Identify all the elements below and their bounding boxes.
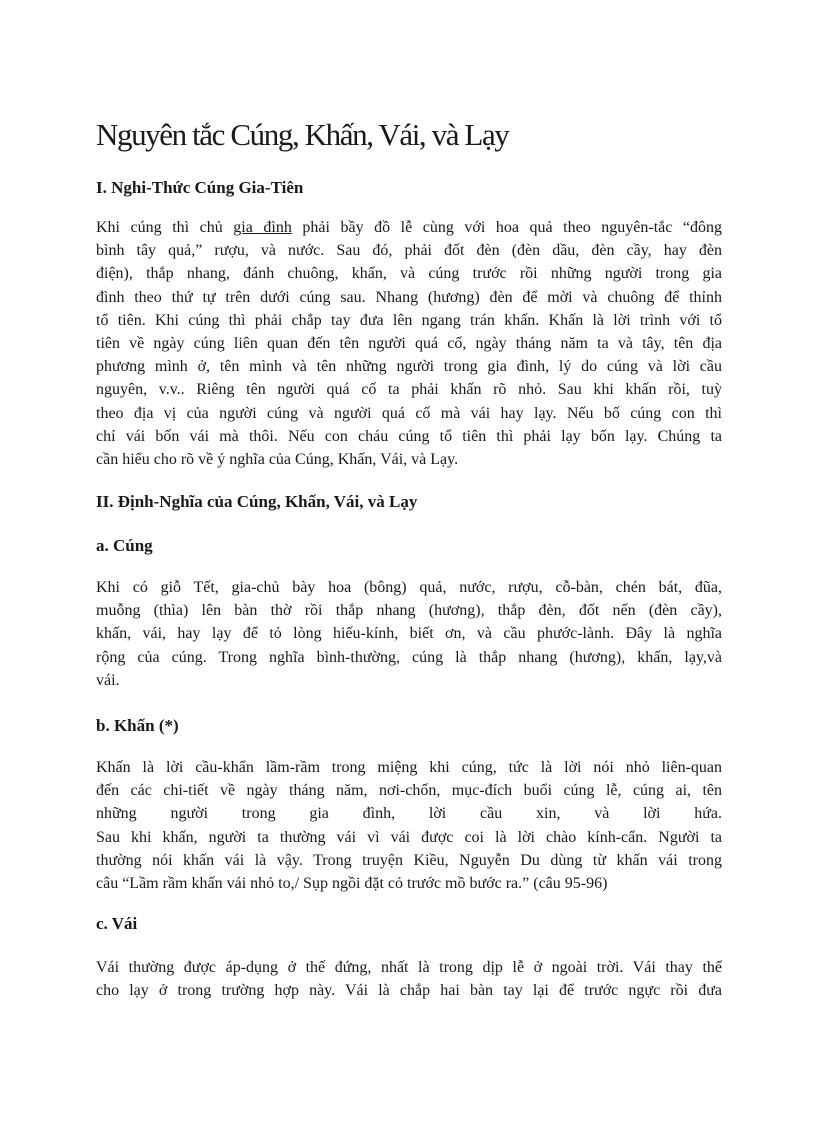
paragraph-line: Khi cúng thì chủ gia đình phải bầy đồ lễ cùng với hoa quả theo nguyên-tắc “đông (96, 219, 722, 236)
paragraph-line: bình tây quả,” rượu, và nước. Sau đó, phải đốt đèn (đèn dầu, đèn cầy, hay đèn (96, 242, 722, 260)
paragraph-line: Sau khi khấn, người ta thường vái vì vái được coi là lời chào kính-cẩn. Người ta (96, 828, 722, 846)
section-heading-dinh-nghia: II. Định-Nghĩa của Cúng, Khấn, Vái, và Lạy (96, 492, 418, 511)
paragraph-line: chỉ vái bốn vái mà thôi. Nếu con cháu cúng tổ tiên thì phải lạy bốn lạy. Chúng ta (96, 427, 722, 445)
section-heading-nghi-thuc: I. Nghi-Thức Cúng Gia-Tiên (96, 178, 304, 197)
paragraph-line: Vái thường được áp-dụng ở thế đứng, nhất là trong dịp lễ ở ngoài trời. Vái thay thế (96, 959, 722, 976)
paragraph-line: cần hiểu cho rõ về ý nghĩa của Cúng, Khấn, Vái, và Lạy. (96, 450, 459, 468)
paragraph-line: cho lạy ở trong trường hợp này. Vái là chắp hai bàn tay lại để trước ngực rồi đưa (96, 982, 722, 1000)
paragraph-line: Khấn là lời cầu-khẩn lầm-rầm trong miệng khi cúng, tức là lời nói nhỏ liên-quan (96, 759, 722, 776)
subheading-khan: b. Khấn (*) (96, 716, 179, 735)
paragraph-line: tiên về ngày cúng liên quan đến tên người quá cố, ngày tháng năm ta và tây, tên địa (96, 334, 722, 352)
paragraph-line: thường nói khấn vái là vậy. Trong truyện Kiều, Nguyễn Du dùng từ khấn vái trong (96, 851, 722, 869)
paragraph-line: phương mình ở, tên mình và tên những người trong gia đình, lý do cúng và lời cầu (96, 358, 722, 376)
paragraph-line: Khi có giỗ Tết, gia-chủ bày hoa (bông) quả, nước, rượu, cỗ-bàn, chén bát, đũa, (96, 579, 722, 596)
paragraph-line: đình theo thứ tự trên dưới cúng sau. Nhang (hương) đèn để mời và chuông để thỉnh (96, 288, 722, 306)
paragraph-line: rộng của cúng. Trong nghĩa bình-thường, cúng là thắp nhang (hương), khấn, lạy,và (96, 648, 722, 666)
paragraph-line: đến các chi-tiết về ngày tháng năm, nơi-chốn, mục-đích buổi cúng lễ, cúng ai, tên (96, 782, 722, 800)
paragraph-khan (96, 756, 722, 895)
paragraph-line: điện), thắp nhang, đánh chuông, khấn, và cúng trước rồi những người trong gia (96, 265, 722, 283)
paragraph-nghi-thuc (96, 216, 722, 471)
page-title: Nguyên tắc Cúng, Khấn, Vái, và Lạy (96, 117, 509, 152)
paragraph-cung (96, 576, 722, 692)
paragraph-vai (96, 956, 722, 1002)
paragraph-line: vái. (96, 671, 120, 689)
gia-dinh-link[interactable]: gia đình (233, 219, 292, 236)
paragraph-line: nguyên, v.v.. Riêng tên người quá cố ta phải khấn rõ nhỏ. Sau khi khấn rồi, tuỳ (96, 381, 722, 399)
paragraph-line: những người trong gia đình, lời cầu xin, và lời hứa. (96, 805, 722, 823)
paragraph-line: theo địa vị của người cúng và người quá cố mà vái hay lạy. Nếu bố cúng con thì (96, 404, 722, 422)
subheading-cung: a. Cúng (96, 536, 153, 555)
paragraph-line: câu “Lầm rầm khấn vái nhỏ to,/ Sụp ngồi đặt cỏ trước mồ bước ra.” (câu 95-96) (96, 874, 608, 892)
paragraph-line: khấn, vái, hay lạy để tỏ lòng hiếu-kính, biết ơn, và cầu phước-lành. Đây là nghĩa (96, 625, 722, 643)
paragraph-line: muỗng (thìa) lên bàn thờ rồi thắp nhang (hương), thắp đèn, đốt nến (đèn cầy), (96, 602, 722, 620)
subheading-vai: c. Vái (96, 914, 138, 933)
paragraph-line: tổ tiên. Khi cúng thì phải chắp tay đưa lên ngang trán khấn. Khấn là lời trình với tổ (96, 311, 722, 329)
